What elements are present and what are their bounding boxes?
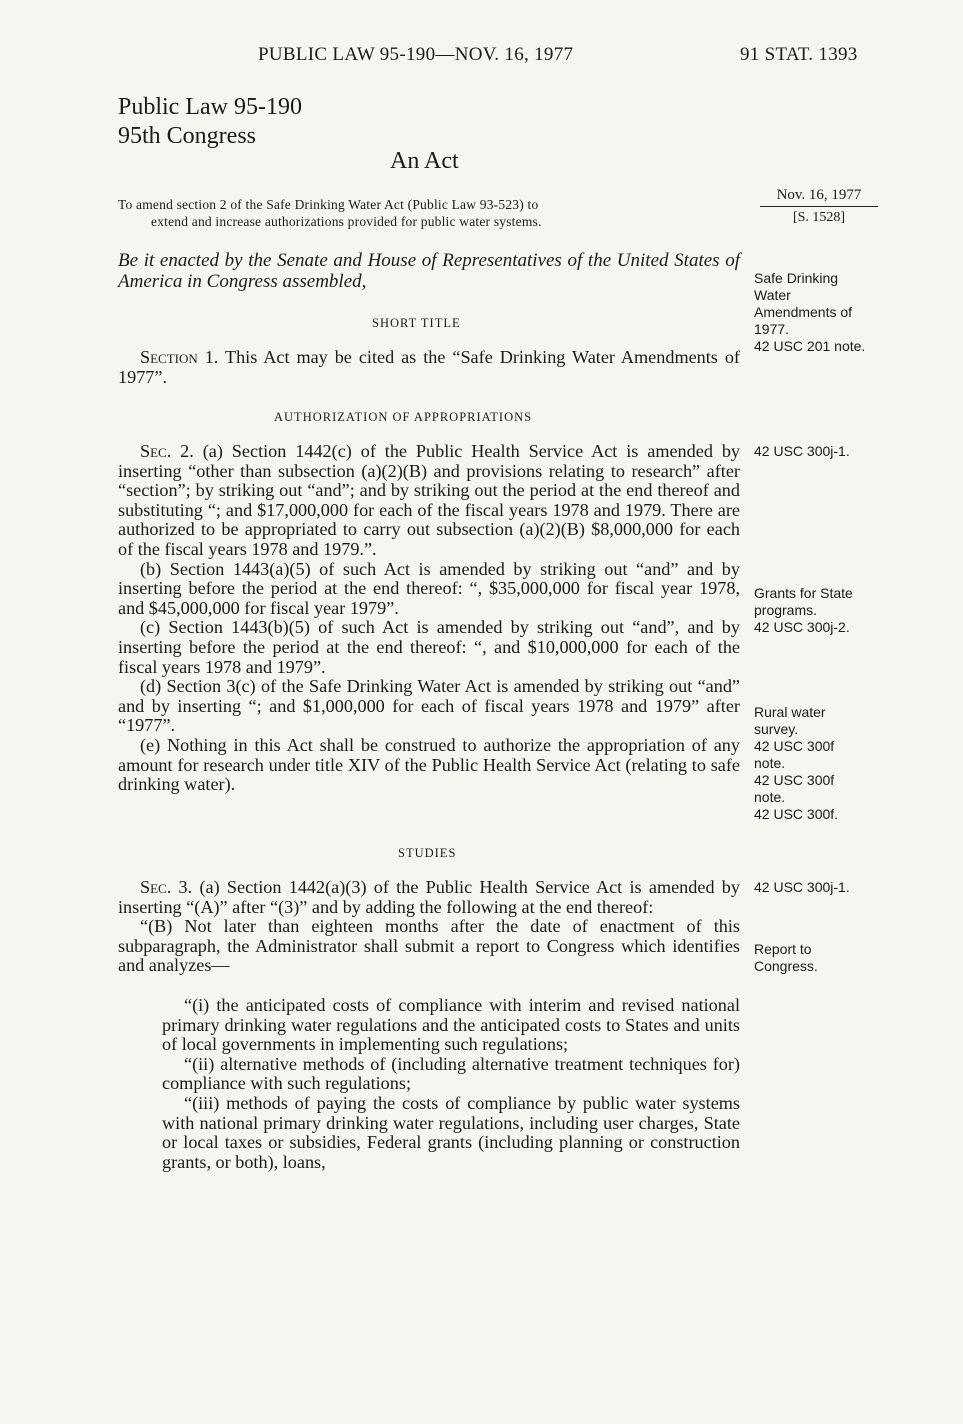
section-3-a: (a) Section 1442(a)(3) of the Public Health Service Act is amended by inserting “(A)” after “(3)” and by adding the following at the end thereof: [118,877,740,917]
section-1-text: This Act may be cited as the “Safe Drinking Water Amendments of 1977”. [118,347,740,387]
section-1-label: Section 1. [140,347,219,367]
section-2-a: (a) Section 1442(c) of the Public Health Service Act is amended by inserting “other than subsection (a)(2)(B) and provisions relating to research” after “section”; by striking out “and”; and by striking out the period at the end thereof and substituting “; and $17,000,000 for each of the fiscal years 1978 and 1979. There are authorized to be appropriated to carry out subsection (a)(2)(B) $8,000,000 for each of the fiscal years 1978 and 1979.”. [118,441,741,559]
congress-number: 95th Congress [118,123,256,149]
margin-note-line: Grants for State [754,585,853,601]
margin-note-rural [754,704,884,823]
margin-note-line: note. [754,789,786,805]
section-2 [118,442,740,795]
margin-note-line: note. [754,755,786,771]
margin-note-line: 1977. [754,321,790,337]
margin-note-line: programs. [754,602,818,618]
margin-note-line: 42 USC 300f [754,772,835,788]
margin-note-line: 42 USC 300f [754,738,835,754]
statute-reference: 91 STAT. 1393 [740,44,858,65]
act-title: An Act [390,148,459,174]
margin-note-line: Amendments of [754,304,853,320]
margin-note-line: 42 USC 201 note. [754,338,866,354]
section-2-c: (c) Section 1443(b)(5) of such Act is amended by striking out “and”, and by inserting before the period at the end thereof: “, and $10,000,000 for each of the fiscal years 1978 and 1979”. [118,617,740,677]
public-law-number: Public Law 95-190 [118,94,302,120]
margin-note-line: Rural water [754,704,826,720]
margin-note-line: Report to [754,941,812,957]
section-3-label: Sec. 3. [140,877,193,897]
section-3-B: “(B) Not later than eighteen months after the date of enactment of this subparagraph, the Administrator shall submit a report to Congress which identifies and analyzes— [118,916,740,976]
margin-note-report [754,941,884,975]
section-2-e: (e) Nothing in this Act shall be construed to authorize the appropriation of any amount for research under title XIV of the Public Health Service Act (relating to safe drinking water). [118,734,740,795]
section-3-i: “(i) the anticipated costs of compliance with interim and revised national primary drinking water regulations and the anticipated costs to States and units of local governments in implementing such regulations; [162,995,740,1055]
margin-note-line: Congress. [754,958,818,974]
purpose-line-1: To amend section 2 of the Safe Drinking Water Act (Public Law 93-523) to [118,197,539,212]
enactment-date: Nov. 16, 1977 [760,186,878,207]
enacting-clause: Be it enacted by the Senate and House of Representatives of the United States of America in Congress assembled, [118,250,740,292]
bill-number: [S. 1528] [792,210,846,225]
section-3 [118,878,740,976]
act-purpose [118,196,748,230]
margin-note-line: 42 USC 300j-2. [754,619,850,635]
heading-authorization: AUTHORIZATION OF APPROPRIATIONS [274,410,533,424]
section-2-label: Sec. 2. [140,441,194,461]
margin-note-sec3a: 42 USC 300j-1. [754,879,850,895]
margin-note-line: Safe Drinking [754,270,839,286]
heading-studies: STUDIES [398,846,457,860]
section-3-ii: “(ii) alternative methods of (including alternative treatment techniques for) compliance with such regulations; [162,1053,740,1094]
section-3-iii: “(iii) methods of paying the costs of compliance by public water systems with national primary drinking water regulations, including user charges, State or local taxes or subsidies, Federal grants (including planning or construction grants, or both), loans, [162,1092,740,1172]
section-2-b: (b) Section 1443(a)(5) of such Act is amended by striking out “and” and by inserting before the period at the end thereof: “, $35,000,000 for fiscal year 1978, and $45,000,000 for fiscal year 1979”. [118,558,740,618]
margin-note-grants [754,585,884,636]
enactment-date-box [760,186,878,227]
margin-note-short-title [754,270,884,355]
section-2-d: (d) Section 3(c) of the Safe Drinking Water Act is amended by striking out “and” and by inserting “; and $1,000,000 for each of fiscal years 1978 and 1979” after “1977”. [118,676,740,736]
section-3-items [162,996,740,1172]
margin-note-line: survey. [754,721,799,737]
heading-short-title: SHORT TITLE [372,316,461,330]
section-1 [118,348,740,387]
purpose-line-2: extend and increase authorizations provided for public water systems. [151,214,542,229]
margin-note-line: Water [754,287,791,303]
running-title: PUBLIC LAW 95-190—NOV. 16, 1977 [258,44,574,65]
margin-note-sec2a: 42 USC 300j-1. [754,443,850,459]
margin-note-line: 42 USC 300f. [754,806,839,822]
